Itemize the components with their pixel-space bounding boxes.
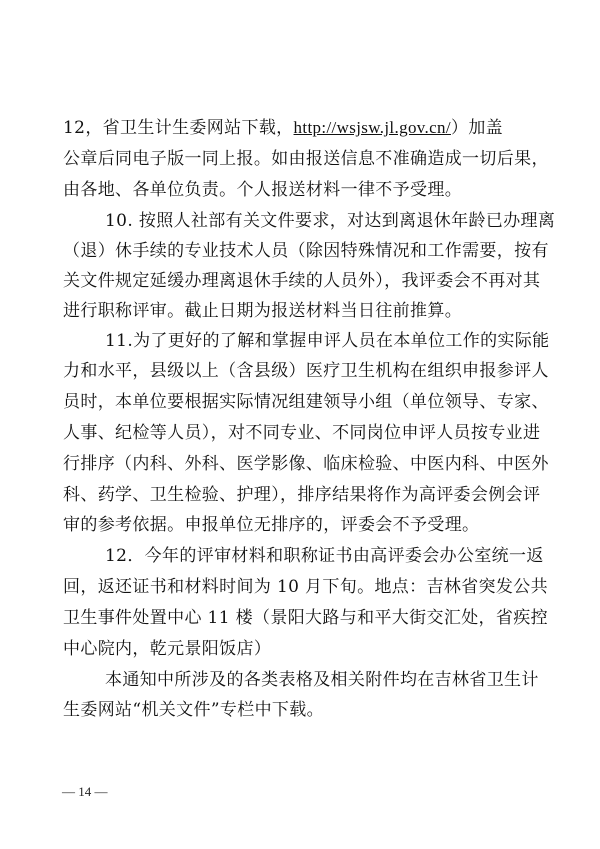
paragraph-11-start: 11.为了更好的了解和掌握申评人员在本单位工作的实际能 [105, 331, 550, 351]
text-line: 由各地、各单位负责。个人报送材料一律不予受理。 [63, 180, 463, 200]
text-line: 进行职称评审。截止日期为报送材料当日往前推算。 [63, 301, 463, 321]
text-line: 人事、纪检等人员），对不同专业、不同岗位申评人员按专业进 [63, 423, 541, 443]
text-line: 回，返还证书和材料时间为 10 月下旬。地点：吉林省突发公共 [63, 577, 548, 597]
text-line: 生委网站“机关文件”专栏中下载。 [63, 700, 324, 720]
text-line: 行排序（内科、外科、医学影像、临床检验、中医内科、中医外 [63, 454, 549, 474]
text-line: 关文件规定延缓办理离退休手续的人员外），我评委会不再对其 [63, 271, 541, 291]
text-line: 员时，本单位要根据实际情况组建领导小组（单位领导、专家、 [63, 392, 549, 412]
text-segment: 12，省卫生计生委网站下载， [63, 118, 294, 138]
text-line [63, 118, 503, 138]
text-line: 公章后同电子版一同上报。如由报送信息不准确造成一切后果， [63, 149, 549, 169]
text-line: 审的参考依据。申报单位无排序的，评委会不予受理。 [63, 515, 480, 535]
text-segment: ）加盖 [450, 118, 504, 138]
closing-paragraph-start: 本通知中所涉及的各类表格及相关附件均在吉林省卫生计 [105, 670, 539, 690]
text-line: （退）休手续的专业技术人员（除因特殊情况和工作需要，按有 [63, 241, 549, 261]
text-line: 中心院内，乾元景阳饭店） [63, 639, 272, 659]
text-line: 卫生事件处置中心 11 楼（景阳大路与和平大街交汇处，省疾控 [63, 608, 548, 628]
text-line: 力和水平，县级以上（含县级）医疗卫生机构在组织申报参评人 [63, 361, 549, 381]
text-line: 科、药学、卫生检验、护理），排序结果将作为高评委会例会评 [63, 485, 541, 505]
paragraph-12-start: 12．今年的评审材料和职称证书由高评委会办公室统一返 [105, 546, 544, 566]
paragraph-10-start: 10. 按照人社部有关文件要求，对达到离退休年龄已办理离 [105, 211, 556, 231]
website-link[interactable]: http://wsjsw.jl.gov.cn/ [293, 118, 451, 137]
page-number: — 14 — [62, 784, 108, 799]
